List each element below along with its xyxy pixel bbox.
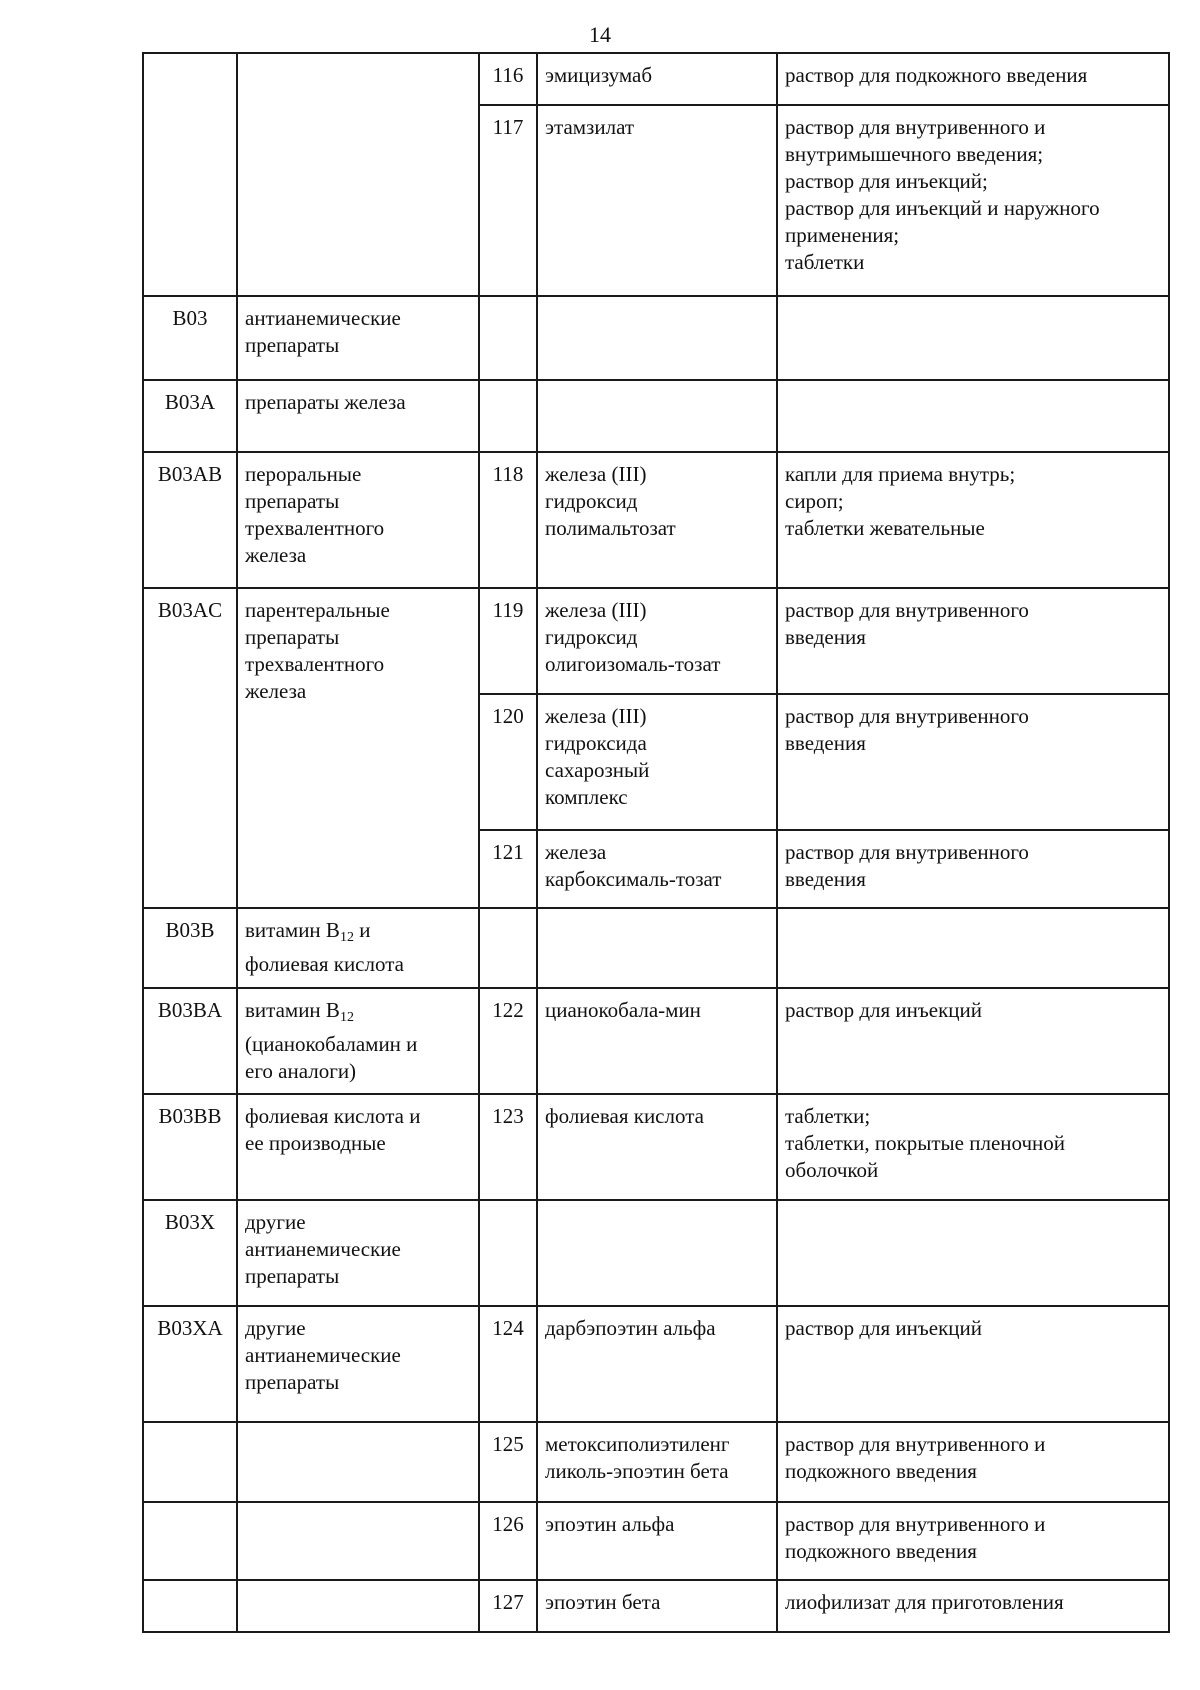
drug-name [537,380,777,452]
atc-group: антианемические препараты [237,296,479,380]
dosage-form: раствор для инъекций [777,988,1169,1094]
atc-group [237,908,479,988]
dosage-form: раствор для подкожного введения [777,53,1169,105]
atc-group: другие антианемические препараты [237,1200,479,1306]
table-row [143,908,1169,988]
dosage-form: раствор для внутривенного и внутримышечного введения; раствор для инъекций; раствор для инъекций и наружного применения; таблетки [777,105,1169,296]
table-row [143,53,1169,105]
dosage-form [777,1200,1169,1306]
dosage-form: раствор для внутривенного и подкожного введения [777,1422,1169,1502]
item-number: 124 [479,1306,537,1422]
table-row [143,1094,1169,1200]
atc-code: B03AC [143,588,237,908]
drug-name: этамзилат [537,105,777,296]
group-text: витамин B [245,998,340,1022]
item-number: 123 [479,1094,537,1200]
atc-code: B03BB [143,1094,237,1200]
drug-name: эмицизумаб [537,53,777,105]
item-number: 121 [479,830,537,908]
atc-code: B03 [143,296,237,380]
atc-code: B03X [143,1200,237,1306]
table-row [143,1502,1169,1580]
atc-code: B03BA [143,988,237,1094]
drug-name [537,1200,777,1306]
dosage-form [777,908,1169,988]
dosage-form: раствор для инъекций [777,1306,1169,1422]
item-number [479,1200,537,1306]
atc-group [237,988,479,1094]
dosage-form: раствор для внутривенного введения [777,694,1169,830]
dosage-form: капли для приема внутрь; сироп; таблетки жевательные [777,452,1169,588]
dosage-form: лиофилизат для приготовления [777,1580,1169,1632]
atc-code: B03B [143,908,237,988]
atc-code-cell [143,53,237,296]
subscript: 12 [339,1010,354,1025]
table-row [143,988,1169,1094]
page-number: 14 [589,22,611,47]
atc-code [143,1502,237,1580]
dosage-form: раствор для внутривенного введения [777,588,1169,694]
atc-code [143,1580,237,1632]
atc-code: B03XA [143,1306,237,1422]
drug-name: фолиевая кислота [537,1094,777,1200]
atc-group: препараты железа [237,380,479,452]
atc-group-cell [237,53,479,296]
table-row [143,1200,1169,1306]
drug-name [537,296,777,380]
item-number: 125 [479,1422,537,1502]
item-number: 127 [479,1580,537,1632]
drug-name: метоксиполиэтиленг ликоль-эпоэтин бета [537,1422,777,1502]
subscript: 12 [339,930,354,945]
item-number: 122 [479,988,537,1094]
table-row [143,452,1169,588]
atc-group: другие антианемические препараты [237,1306,479,1422]
drug-name: железа (III) гидроксида сахарозный комплекс [537,694,777,830]
table-row [143,296,1169,380]
table-row [143,1422,1169,1502]
table-row [143,1580,1169,1632]
atc-group: парентеральные препараты трехвалентного железа [237,588,479,908]
table-row [143,380,1169,452]
item-number: 119 [479,588,537,694]
dosage-form [777,380,1169,452]
drug-name: железа (III) гидроксид олигоизомаль-тозат [537,588,777,694]
atc-group: пероральные препараты трехвалентного железа [237,452,479,588]
atc-group [237,1502,479,1580]
item-number: 118 [479,452,537,588]
atc-code [143,1422,237,1502]
dosage-form: раствор для внутривенного и подкожного введения [777,1502,1169,1580]
drug-name: дарбэпоэтин альфа [537,1306,777,1422]
item-number: 126 [479,1502,537,1580]
drug-name: железа карбоксималь-тозат [537,830,777,908]
dosage-form: таблетки; таблетки, покрытые пленочной оболочкой [777,1094,1169,1200]
item-number: 117 [479,105,537,296]
group-text: витамин B [245,918,340,942]
item-number: 116 [479,53,537,105]
drug-table [142,52,1170,1633]
dosage-form [777,296,1169,380]
group-text: (цианокобаламин и его аналоги) [245,1032,418,1083]
item-number [479,296,537,380]
drug-name: цианокобала-мин [537,988,777,1094]
drug-name: эпоэтин альфа [537,1502,777,1580]
item-number: 120 [479,694,537,830]
drug-name [537,908,777,988]
atc-code: B03A [143,380,237,452]
atc-code: B03AB [143,452,237,588]
atc-group [237,1580,479,1632]
table-row [143,588,1169,694]
atc-group [237,1422,479,1502]
atc-group: фолиевая кислота и ее производные [237,1094,479,1200]
item-number [479,908,537,988]
group-text: и фолиевая кислота [245,918,404,976]
dosage-form: раствор для внутривенного введения [777,830,1169,908]
table-row [143,1306,1169,1422]
drug-name: железа (III) гидроксид полимальтозат [537,452,777,588]
drug-name: эпоэтин бета [537,1580,777,1632]
item-number [479,380,537,452]
